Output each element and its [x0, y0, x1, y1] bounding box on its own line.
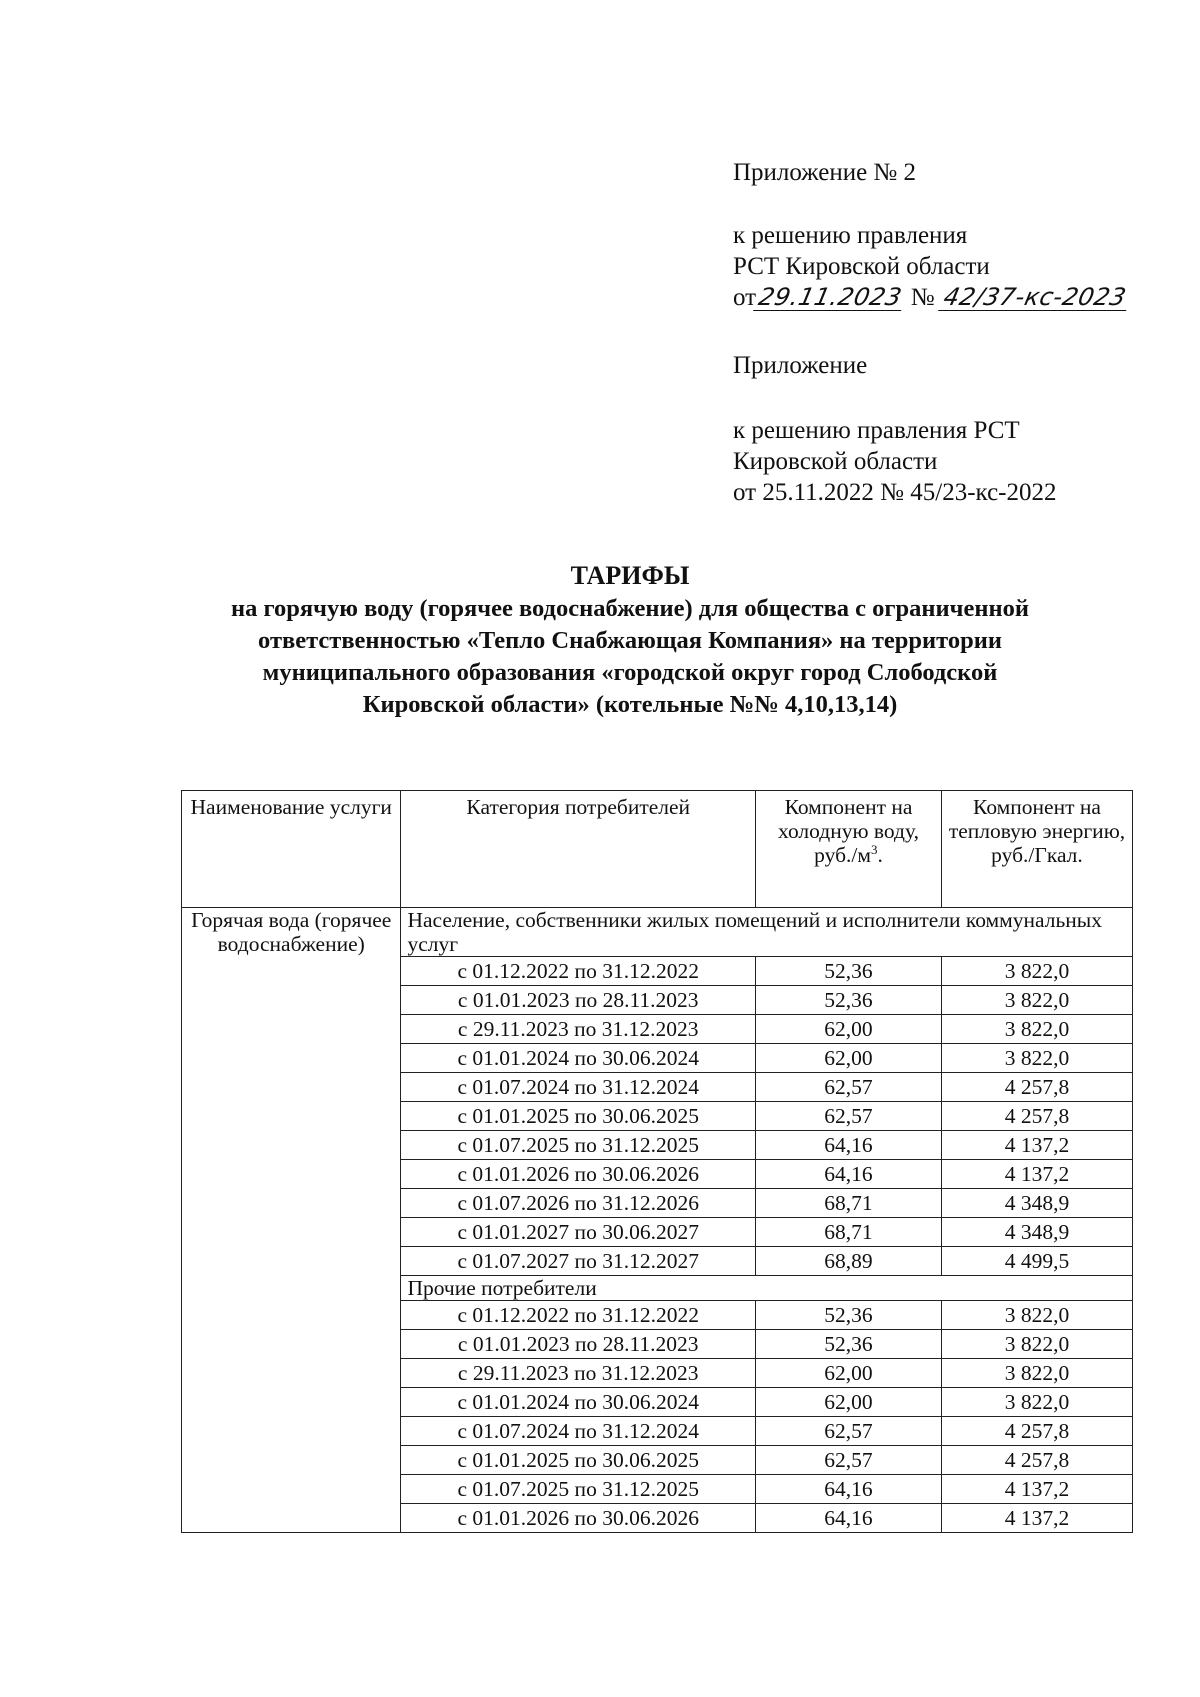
- header-service: Наименование услуги: [182, 791, 401, 908]
- cold-water-cell: 62,57: [756, 1446, 942, 1475]
- cold-water-cell: 64,16: [756, 1160, 942, 1189]
- period-cell: с 01.01.2026 по 30.06.2026: [401, 1504, 756, 1533]
- thermal-cell: 4 137,2: [941, 1504, 1132, 1533]
- original-appendix-to-line3: от 25.11.2022 № 45/23-кс-2022: [733, 479, 1057, 506]
- document-title: ТАРИФЫ: [570, 561, 690, 590]
- document-heading: [120, 560, 1140, 721]
- thermal-cell: 3 822,0: [941, 1330, 1132, 1359]
- cold-water-cell: 68,71: [756, 1218, 942, 1247]
- original-appendix-reference: [733, 415, 1057, 508]
- thermal-cell: 4 137,2: [941, 1475, 1132, 1504]
- period-cell: с 01.12.2022 по 31.12.2022: [401, 957, 756, 986]
- period-cell: с 01.07.2025 по 31.12.2025: [401, 1475, 756, 1504]
- period-cell: с 01.01.2023 по 28.11.2023: [401, 986, 756, 1015]
- table-header-row: [182, 791, 1133, 908]
- period-cell: с 01.01.2023 по 28.11.2023: [401, 1330, 756, 1359]
- period-cell: с 01.07.2024 по 31.12.2024: [401, 1417, 756, 1446]
- original-appendix-to-line1: к решению правления РСТ: [733, 417, 1020, 444]
- cold-water-cell: 68,89: [756, 1247, 942, 1276]
- heading-line-4: Кировской области» (котельные №№ 4,10,13,14): [362, 691, 898, 718]
- cold-water-cell: 62,00: [756, 1015, 942, 1044]
- period-cell: с 01.12.2022 по 31.12.2022: [401, 1301, 756, 1330]
- thermal-cell: 3 822,0: [941, 1359, 1132, 1388]
- appendix-2-reference: [733, 220, 1129, 313]
- period-cell: с 01.01.2024 по 30.06.2024: [401, 1044, 756, 1073]
- period-cell: с 01.07.2025 по 31.12.2025: [401, 1131, 756, 1160]
- thermal-cell: 4 137,2: [941, 1160, 1132, 1189]
- cold-water-cell: 62,57: [756, 1417, 942, 1446]
- cold-water-cell: 52,36: [756, 986, 942, 1015]
- number-prefix: №: [910, 284, 935, 311]
- cold-water-cell: 52,36: [756, 1330, 942, 1359]
- cold-water-cell: 52,36: [756, 1301, 942, 1330]
- date-prefix: от: [733, 284, 757, 311]
- header-cold-water-text: Компонент на холодную воду, руб./м: [778, 795, 919, 867]
- thermal-cell: 4 348,9: [941, 1189, 1132, 1218]
- thermal-cell: 4 137,2: [941, 1131, 1132, 1160]
- period-cell: с 01.07.2024 по 31.12.2024: [401, 1073, 756, 1102]
- thermal-cell: 4 257,8: [941, 1102, 1132, 1131]
- original-appendix-title: Приложение: [733, 352, 868, 379]
- header-cold-water-dot: .: [877, 843, 883, 867]
- header-thermal: Компонент на тепловую энергию, руб./Гкал.: [941, 791, 1132, 908]
- tariff-table: [181, 790, 1133, 1533]
- period-cell: с 01.07.2026 по 31.12.2026: [401, 1189, 756, 1218]
- thermal-cell: 4 257,8: [941, 1446, 1132, 1475]
- cold-water-cell: 52,36: [756, 957, 942, 986]
- cold-water-cell: 62,00: [756, 1359, 942, 1388]
- handwritten-date: 29.11.2023: [753, 284, 907, 311]
- period-cell: с 29.11.2023 по 31.12.2023: [401, 1015, 756, 1044]
- thermal-cell: 3 822,0: [941, 1044, 1132, 1073]
- header-category: Категория потребителей: [401, 791, 756, 908]
- appendix-2-title: Приложение № 2: [733, 159, 917, 186]
- header-cold-water: [756, 791, 942, 908]
- header-cold-water-sup: 3: [870, 841, 878, 857]
- period-cell: с 01.01.2025 по 30.06.2025: [401, 1102, 756, 1131]
- category-cell: Население, собственники жилых помещений и исполнители коммунальных услуг: [401, 908, 1133, 957]
- service-name-cell: Горячая вода (горячее водоснабжение): [182, 908, 401, 1533]
- cold-water-cell: 68,71: [756, 1189, 942, 1218]
- thermal-cell: 3 822,0: [941, 1301, 1132, 1330]
- period-cell: с 01.01.2025 по 30.06.2025: [401, 1446, 756, 1475]
- thermal-cell: 4 257,8: [941, 1417, 1132, 1446]
- heading-line-3: муниципального образования «городской округ город Слободской: [262, 659, 998, 686]
- cold-water-cell: 64,16: [756, 1475, 942, 1504]
- thermal-cell: 3 822,0: [941, 1388, 1132, 1417]
- cold-water-cell: 62,57: [756, 1102, 942, 1131]
- period-cell: с 01.07.2027 по 31.12.2027: [401, 1247, 756, 1276]
- period-cell: с 01.01.2027 по 30.06.2027: [401, 1218, 756, 1247]
- original-appendix-to-line2: Кировской области: [733, 448, 938, 475]
- cold-water-cell: 62,57: [756, 1073, 942, 1102]
- period-cell: с 01.01.2024 по 30.06.2024: [401, 1388, 756, 1417]
- thermal-cell: 3 822,0: [941, 957, 1132, 986]
- thermal-cell: 4 257,8: [941, 1073, 1132, 1102]
- appendix-2-to-line2: РСТ Кировской области: [733, 253, 990, 280]
- category-row: [182, 908, 1133, 957]
- heading-line-2: ответственностью «Тепло Снабжающая Компания» на территории: [258, 627, 1002, 654]
- thermal-cell: 4 499,5: [941, 1247, 1132, 1276]
- appendix-2-date-line: [733, 282, 1129, 313]
- original-appendix-heading: [733, 350, 867, 381]
- period-cell: с 01.01.2026 по 30.06.2026: [401, 1160, 756, 1189]
- cold-water-cell: 64,16: [756, 1504, 942, 1533]
- appendix-2-to-line1: к решению правления: [733, 222, 968, 249]
- cold-water-cell: 62,00: [756, 1388, 942, 1417]
- thermal-cell: 3 822,0: [941, 986, 1132, 1015]
- appendix-2-heading: [733, 157, 916, 188]
- thermal-cell: 3 822,0: [941, 1015, 1132, 1044]
- cold-water-cell: 64,16: [756, 1131, 942, 1160]
- category-cell: Прочие потребители: [401, 1276, 1133, 1301]
- heading-line-1: на горячую воду (горячее водоснабжение) для общества с ограниченной: [231, 595, 1029, 622]
- handwritten-number: 42/37-кс-2023: [938, 284, 1132, 311]
- thermal-cell: 4 348,9: [941, 1218, 1132, 1247]
- cold-water-cell: 62,00: [756, 1044, 942, 1073]
- period-cell: с 29.11.2023 по 31.12.2023: [401, 1359, 756, 1388]
